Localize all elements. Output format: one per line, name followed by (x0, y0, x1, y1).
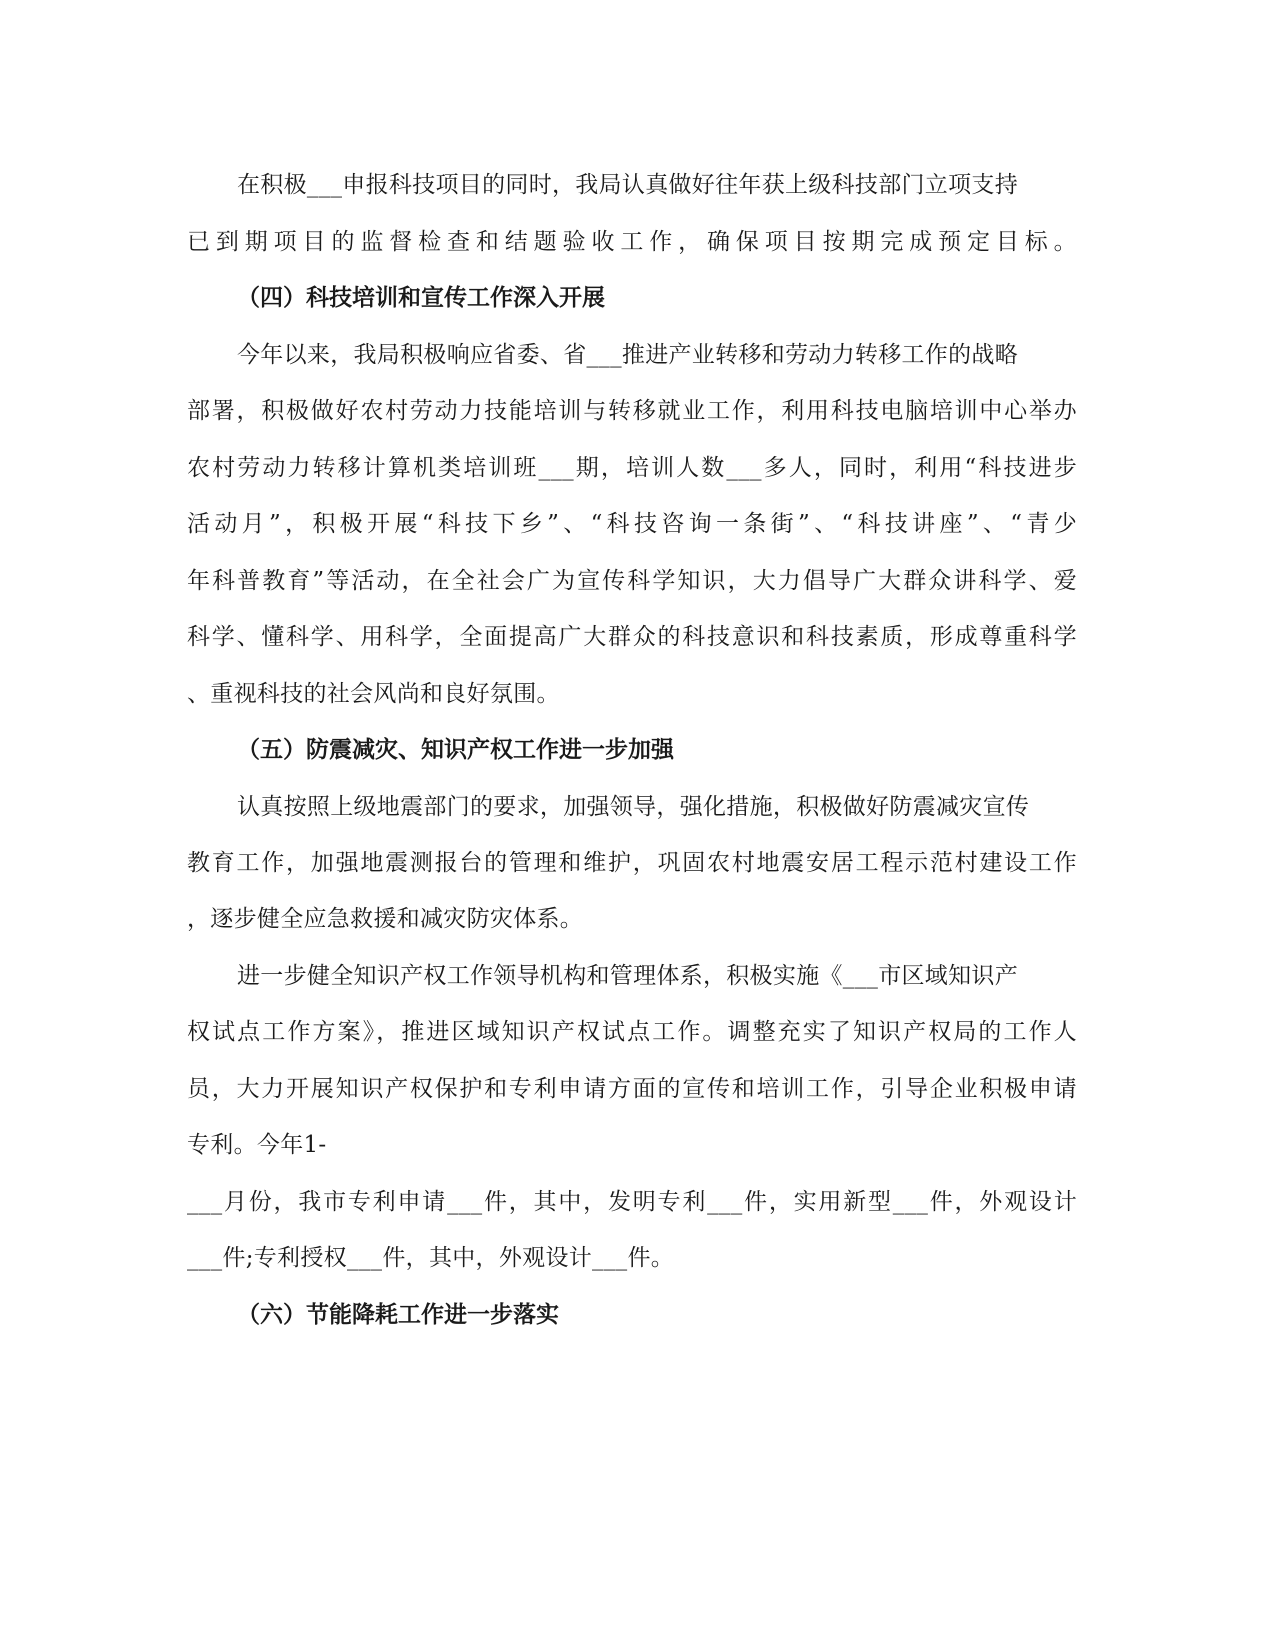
paragraph-3-line-1: 认真按照上级地震部门的要求，加强领导，强化措施，积极做好防震减灾宣传 (237, 794, 1030, 820)
paragraph-2-line-1: 今年以来，我局积极响应省委、省___推进产业转移和劳动力转移工作的战略 (237, 342, 1018, 368)
paragraph-2-line-3: 农村劳动力转移计算机类培训班___期，培训人数___多人，同时，利用“科技进步 (187, 455, 1077, 481)
paragraph-2-line-5: 年科普教育”等活动，在全社会广为宣传科学知识，大力倡导广大群众讲科学、爱 (187, 568, 1077, 594)
section-heading-5: （五）防震减灾、知识产权工作进一步加强 (237, 737, 674, 763)
paragraph-1-line-2: 已到期项目的监督检查和结题验收工作，确保项目按期完成预定目标。 (187, 229, 1077, 255)
section-heading-6: （六）节能降耗工作进一步落实 (237, 1302, 559, 1328)
paragraph-4-line-2: 权试点工作方案》，推进区域知识产权试点工作。调整充实了知识产权局的工作人 (187, 1019, 1077, 1045)
paragraph-2-line-4: 活动月”，积极开展“科技下乡”、“科技咨询一条街”、“科技讲座”、“青少 (187, 511, 1077, 537)
paragraph-2-line-2: 部署，积极做好农村劳动力技能培训与转移就业工作，利用科技电脑培训中心举办 (187, 398, 1077, 424)
paragraph-4-line-5: ___月份，我市专利申请___件，其中，发明专利___件，实用新型___件，外观设计 (187, 1189, 1077, 1215)
paragraph-2-line-6: 科学、懂科学、用科学，全面提高广大群众的科技意识和科技素质，形成尊重科学 (187, 624, 1077, 650)
paragraph-1-line-1: 在积极___申报科技项目的同时，我局认真做好往年获上级科技部门立项支持 (237, 172, 1018, 198)
paragraph-4-line-6: ___件;专利授权___件，其中，外观设计___件。 (187, 1245, 675, 1271)
paragraph-4-line-1: 进一步健全知识产权工作领导机构和管理体系，积极实施《___市区域知识产 (237, 963, 1018, 989)
paragraph-2-line-7: 、重视科技的社会风尚和良好氛围。 (187, 681, 560, 707)
paragraph-3-line-3: ，逐步健全应急救援和减灾防灾体系。 (187, 906, 584, 932)
paragraph-4-line-3: 员，大力开展知识产权保护和专利申请方面的宣传和培训工作，引导企业积极申请 (187, 1076, 1077, 1102)
paragraph-4-line-4: 专利。今年1- (187, 1132, 327, 1158)
paragraph-3-line-2: 教育工作，加强地震测报台的管理和维护，巩固农村地震安居工程示范村建设工作 (187, 850, 1077, 876)
section-heading-4: （四）科技培训和宣传工作深入开展 (237, 285, 605, 311)
